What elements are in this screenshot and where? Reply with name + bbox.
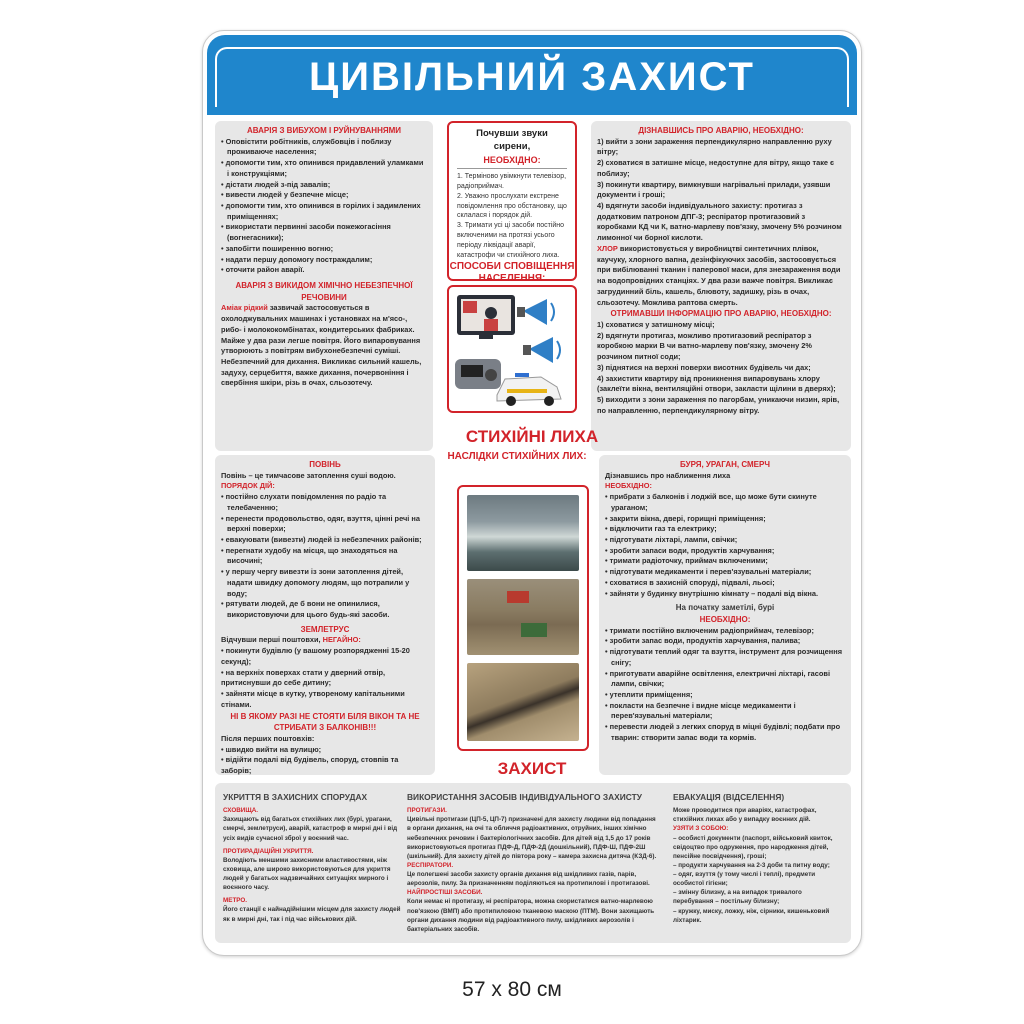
- siren-step: 2. Уважно прослухати екстрене повідомлення про обстановку, що склалася і порядок дій.: [457, 192, 567, 220]
- poster: [202, 30, 862, 956]
- megaphone-icon: [523, 337, 560, 363]
- shelters-text: Захищають від багатьох стихійних лих (бурі, урагани, смерчі, землетруси), аварій, катастроф в мирні дні і від усіх видів сучасної зброї у воєнний час.: [223, 816, 398, 842]
- earthquake-intro: [221, 635, 429, 646]
- chlorine-text: використовується у виробництві синтетичних плівок, каучуку, хлорного вапна, дезінфікуючих засобів, застосовується при вибілюванні тканин і паперової маси, для знезараження води на водопровідних станціях. У два рази важче повітря. Викликає загрудинний біль, кашель, блювоту, задишку, різь в очах, сльозотечу. Можлива раптова смерть.: [597, 243, 841, 307]
- siren-step: 3. Тримати усі ці засоби постійно включеними на протязі усього періоду ліквідації аварії, катастрофи чи стихійного лиха.: [457, 222, 565, 259]
- flood-box: [215, 455, 435, 775]
- accident-box: [591, 121, 851, 451]
- accident-step: 2) сховатися в затишне місце, недоступне для вітру, якщо таке є поблизу;: [597, 158, 835, 178]
- accident-step: 1) вийти з зони зараження перпендикулярно направленню руху вітру;: [597, 136, 832, 157]
- list-item: • підготувати ліхтарі, лампи, свічки;: [605, 535, 845, 546]
- list-item: • утеплити приміщення;: [605, 690, 845, 701]
- list-item: • допомогти тим, хто опинився в горілих і задимлених приміщеннях;: [221, 201, 427, 222]
- notify-illustration: [449, 287, 575, 411]
- list-item: • сховатися в захисній споруді, підвалі, льосі;: [605, 578, 845, 589]
- list-item: • у першу чергу вивезти із зони затоплення дітей, надати швидку допомогу людям, що потрапили у воду;: [221, 567, 429, 599]
- storm-list: [605, 492, 845, 599]
- chlorine-lead: ХЛОР: [597, 243, 618, 253]
- earthquake-must: НЕГАЙНО:: [320, 635, 361, 645]
- natural-disasters-title: СТИХІЙНІ ЛИХА: [465, 427, 599, 446]
- notify-title: СПОСОБИ СПОВІЩЕННЯ НАСЕЛЕННЯ:: [449, 261, 575, 284]
- list-item: • тримати постійно включеним радіоприймач, телевізор;: [605, 626, 845, 637]
- info-step: 3) піднятися на верхні поверхи висотних будівель чи дах;: [597, 362, 811, 372]
- shelters-text: Володіють меншими захисними властивостями, ніж сховища, але широко використовуються для укриття людей у багатьох надзвичайних ситуаціях мирного і воєнного часу.: [223, 856, 391, 892]
- evacuation-item: – продукти харчування на 2-3 доби та питну воду;: [673, 861, 830, 869]
- list-item: • надати першу допомогу постраждалим;: [221, 255, 427, 266]
- chemical-heading: АВАРІЯ З ВИКИДОМ ХІМІЧНО НЕБЕЗПЕЧНОЇ РЕЧОВИНИ: [235, 281, 413, 302]
- ppe-text: Коли немає ні протигазу, ні респіратора, можна скористатися ватно-марлевою пов'язкою (ВМП) або протипиловою тканевою маскою (ПТМ). Вони захищають органи дихання людини від радіоактивного пилу, шкідливих аерозолів і бактеріальних засобів.: [407, 898, 655, 933]
- size-label: 57 x 80 см: [462, 978, 562, 1001]
- flooded-street-photo: [467, 579, 579, 655]
- explosion-list: [221, 137, 427, 277]
- chlorine-paragraph: [597, 244, 845, 308]
- page-title: ЦИВІЛЬНИЙ ЗАХИСТ: [309, 55, 755, 99]
- list-item: • прибрати з балконів і лоджій все, що може бути скинуте ураганом;: [605, 492, 845, 513]
- ammonia-lead: Аміак рідкий: [221, 303, 268, 313]
- list-item: • перевести людей з легких споруд в міцні будівлі; подбати про тварин: створити запас води та кормів.: [605, 722, 845, 743]
- shelters-subheading: СХОВИЩА.: [223, 807, 259, 815]
- storm-must: НЕОБХІДНО:: [605, 481, 652, 491]
- info-heading: ОТРИМАВШИ ІНФОРМАЦІЮ ПРО АВАРІЮ, НЕОБХІДНО:: [610, 309, 832, 319]
- storm-heading: БУРЯ, УРАГАН, СМЕРЧ: [680, 460, 770, 469]
- list-item: • зробити запас води, продуктів харчування, палива;: [605, 636, 845, 647]
- shelters-heading: УКРИТТЯ В ЗАХИСНИХ СПОРУДАХ: [223, 792, 368, 802]
- ammonia-paragraph: [221, 303, 427, 389]
- protection-title: ЗАХИСТ: [497, 759, 567, 778]
- list-item: • перегнати худобу на місця, що знаходяться на височині;: [221, 546, 429, 567]
- list-item: • перенести продовольство, одяг, взуття, цінні речі на верхні поверхи;: [221, 514, 429, 535]
- info-step: 5) виходити з зони зараження по пагорбам, уникаючи низин, ярів, по направленню, перпендикулярному вітру.: [597, 395, 840, 415]
- shelters-subheading: ПРОТИРАДІАЦІЙНІ УКРИТТЯ.: [223, 847, 314, 855]
- explosion-box: [215, 121, 433, 451]
- list-item: • вивести людей у безпечне місце;: [221, 190, 427, 201]
- list-item: • дістати людей з-під завалів;: [221, 180, 427, 191]
- list-item: • зробити запаси води, продуктів харчування;: [605, 546, 845, 557]
- info-step: 4) захистити квартиру від проникнення випаровувань хлору (заклеїти вікна, вентиляційні отвори, закласти щілини в дверях);: [597, 373, 836, 394]
- evacuation-intro: Може проводитися при аваріях, катастрофах, стихійних лихах або у випадку воєнних дій.: [673, 807, 817, 824]
- list-item: • оточити район аварії.: [221, 265, 427, 276]
- list-item: • постійно слухати повідомлення по радіо та телебаченню;: [221, 492, 429, 513]
- evacuation-item: – кружку, миску, ложку, ніж, сірники, кишеньковий ліхтарик.: [673, 907, 830, 924]
- list-item: • закрити вікна, двері, горищні приміщення;: [605, 514, 845, 525]
- ppe-heading: ВИКОРИСТАННЯ ЗАСОБІВ ІНДИВІДУАЛЬНОГО ЗАХИСТУ: [407, 792, 642, 802]
- storm-intro: Дізнавшись про наближення лиха: [605, 470, 731, 480]
- earthquake-photo: [467, 663, 579, 741]
- evacuation-item: – змінну білизну, а на випадок тривалого перебування – постільну білизну;: [673, 889, 802, 906]
- explosion-heading: АВАРІЯ З ВИБУХОМ І РУЙНУВАННЯМИ: [246, 126, 402, 135]
- evacuation-heading: ЕВАКУАЦІЯ (ВІДСЕЛЕННЯ): [673, 792, 785, 802]
- after-shock-item: • швидко вийти на вулицю;: [221, 744, 322, 754]
- after-shock-heading: Після перших поштовхів:: [221, 733, 315, 743]
- accident-step: 4) вдягнути засоби індивідуального захисту: протигаз з додатковим патроном ДПГ-3; респіратор протигазовий з коробками КД чи К, ватно-марлеву пов'язку, змочену 5% розчином лимонної чи борної кислоти.: [597, 201, 842, 243]
- accident-step: 3) покинути квартиру, вимкнувши нагрівальні прилади, узявши документи і гроші;: [597, 179, 831, 200]
- flood-list: [221, 492, 429, 621]
- list-item: • використати первинні засоби пожежогасіння (вогнегасники);: [221, 222, 427, 243]
- notify-box: [447, 285, 577, 413]
- evacuation-item: – особисті документи (паспорт, військовий квиток, свідоцтво про одруження, про народження дітей, пенсійне посвідчення), гроші;: [673, 834, 833, 860]
- shelters-subheading: МЕТРО.: [223, 897, 248, 905]
- earthquake-item: • зайняти місце в кутку, утвореному капітальними стінами.: [221, 689, 405, 709]
- evacuation-take: УЗЯТИ З СОБОЮ:: [673, 825, 729, 833]
- earthquake-intro-text: Відчувши перші поштовхи,: [221, 635, 321, 645]
- radio-icon: [455, 359, 501, 389]
- ppe-column: [407, 791, 661, 934]
- info-step: 1) сховатися у затишному місці;: [597, 319, 715, 329]
- list-item: • запобігти поширенню вогню;: [221, 244, 427, 255]
- flood-heading: ПОВІНЬ: [309, 460, 341, 469]
- earthquake-warning: НІ В ЯКОМУ РАЗІ НЕ СТОЯТИ БІЛЯ ВІКОН ТА НЕ СТРИБАТИ З БАЛКОНІВ!!!: [230, 711, 420, 733]
- siren-box: [447, 121, 577, 281]
- flood-intro: Повінь – це тимчасове затоплення суші водою.: [221, 470, 396, 480]
- flood-order: ПОРЯДОК ДІЙ:: [221, 481, 275, 491]
- blizzard-heading: На початку заметілі, бурі: [675, 603, 775, 613]
- earthquake-item: • на верхніх поверхах стати у дверний отвір, притиснувши до себе дитину;: [221, 667, 386, 688]
- blizzard-list: [605, 626, 845, 744]
- ppe-subheading: НАЙПРОСТІШІ ЗАСОБИ.: [407, 889, 483, 897]
- after-shock-item: • відійти подалі від будівель, споруд, стовпів та заборів;: [221, 755, 399, 775]
- list-item: • евакуювати (вивезти) людей із небезпечних районів;: [221, 535, 429, 546]
- megaphone-icon: [517, 299, 554, 325]
- list-item: • покласти на безпечне і видне місце медикаменти і перев'язувальні матеріали;: [605, 701, 845, 722]
- protection-box: [215, 783, 851, 943]
- accident-heading: ДІЗНАВШИСЬ ПРО АВАРІЮ, НЕОБХІДНО:: [638, 126, 804, 135]
- evacuation-item: – одяг, взуття (у тому числі і теплі), предмети особистої гігієни;: [673, 871, 816, 888]
- list-item: • приготувати аварійне освітлення, електричні ліхтарі, гасові лампи, свічки;: [605, 669, 845, 690]
- ammonia-text: зазвичай застосовується в охолоджувальних машинах і установках на м'ясо-, рибо- і молококомбінатах, кондитерських фабриках. Майже у два рази легше повітря. Його випаровування утворюють з повітрям вибухонебезпечні суміші. Небезпечний для дихання. Викликає сильний кашель, задуху, серцебиття, важке дихання, почервоніння і свербіння шкіри, різь в очах, сльозотечу.: [221, 303, 422, 388]
- title-banner: [207, 35, 857, 115]
- earthquake-item: • покинути будівлю (у вашому розпорядженні 15-20 секунд);: [221, 646, 410, 666]
- siren-divider: [457, 168, 567, 169]
- consequences-title: НАСЛІДКИ СТИХІЙНИХ ЛИХ:: [447, 451, 587, 462]
- siren-step: 1. Терміново увімкнути телевізор, радіоприймач.: [457, 173, 567, 190]
- list-item: • тримати радіоточку, приймач включеними;: [605, 556, 845, 567]
- list-item: • допомогти тим, хто опинився придавлений уламками і конструкціями;: [221, 158, 427, 179]
- siren-title: Почувши звуки сирени,: [476, 128, 548, 153]
- list-item: • відключити газ та електрику;: [605, 524, 845, 535]
- list-item: • рятувати людей, де б вони не опинилися, використовуючи для цього будь-які засоби.: [221, 599, 429, 620]
- list-item: • підготувати медикаменти і перев'язувальні матеріали;: [605, 567, 845, 578]
- earthquake-heading: ЗЕМЛЕТРУС: [300, 624, 350, 634]
- info-step: 2) вдягнути протигаз, можливо протигазовий респіратор з коробкою марки В чи ватно-марлеву пов'язку, змочену 2% розчином питної соди;: [597, 330, 812, 362]
- siren-subtitle: НЕОБХІДНО:: [483, 154, 541, 165]
- police-car-icon: [497, 373, 561, 406]
- ppe-text: Це полегшені засоби захисту органів дихання від шкідливих газів, парів, аерозолів, пилу. За призначенням поділяються на протипилові і протигазові.: [407, 871, 650, 888]
- flood-photo: [467, 495, 579, 571]
- shelters-text: Його станції є найнадійнішим місцем для захисту людей як в мирні дні, так і під час військових дій.: [223, 906, 401, 923]
- evacuation-column: [673, 791, 843, 925]
- list-item: • зайняти у будинку внутрішню кімнату – подалі від вікна.: [605, 589, 845, 600]
- blizzard-must: НЕОБХІДНО:: [699, 615, 751, 624]
- shelters-column: [223, 791, 401, 924]
- ppe-subheading: РЕСПІРАТОРИ.: [407, 861, 454, 869]
- list-item: • підготувати теплий одяг та взуття, інструмент для розчищення снігу;: [605, 647, 845, 668]
- ppe-subheading: ПРОТИГАЗИ.: [407, 807, 447, 815]
- ppe-text: Цивільні протигази (ЦП-5, ЦП-7) призначені для захисту людини від попадання в органи дихання, на очі та обличчя радіоактивних, отруйних, інших хімічно небезпечних речовин і бактеріологічних засобів. Для дітей від 1,5 до 17 років використовуються протигаз ПДФ-Д, ПДФ-2Д (дошкільний), ПДФ-Ш, ПДФ-2Ш (шкільний). Для захисту дітей до півтора року – камера захисна дитяча (КЗД-6).: [407, 816, 657, 860]
- consequences-photos: [457, 485, 589, 751]
- list-item: • Оповістити робітників, службовців і поблизу проживаюче населення;: [221, 137, 427, 158]
- storm-box: [599, 455, 851, 775]
